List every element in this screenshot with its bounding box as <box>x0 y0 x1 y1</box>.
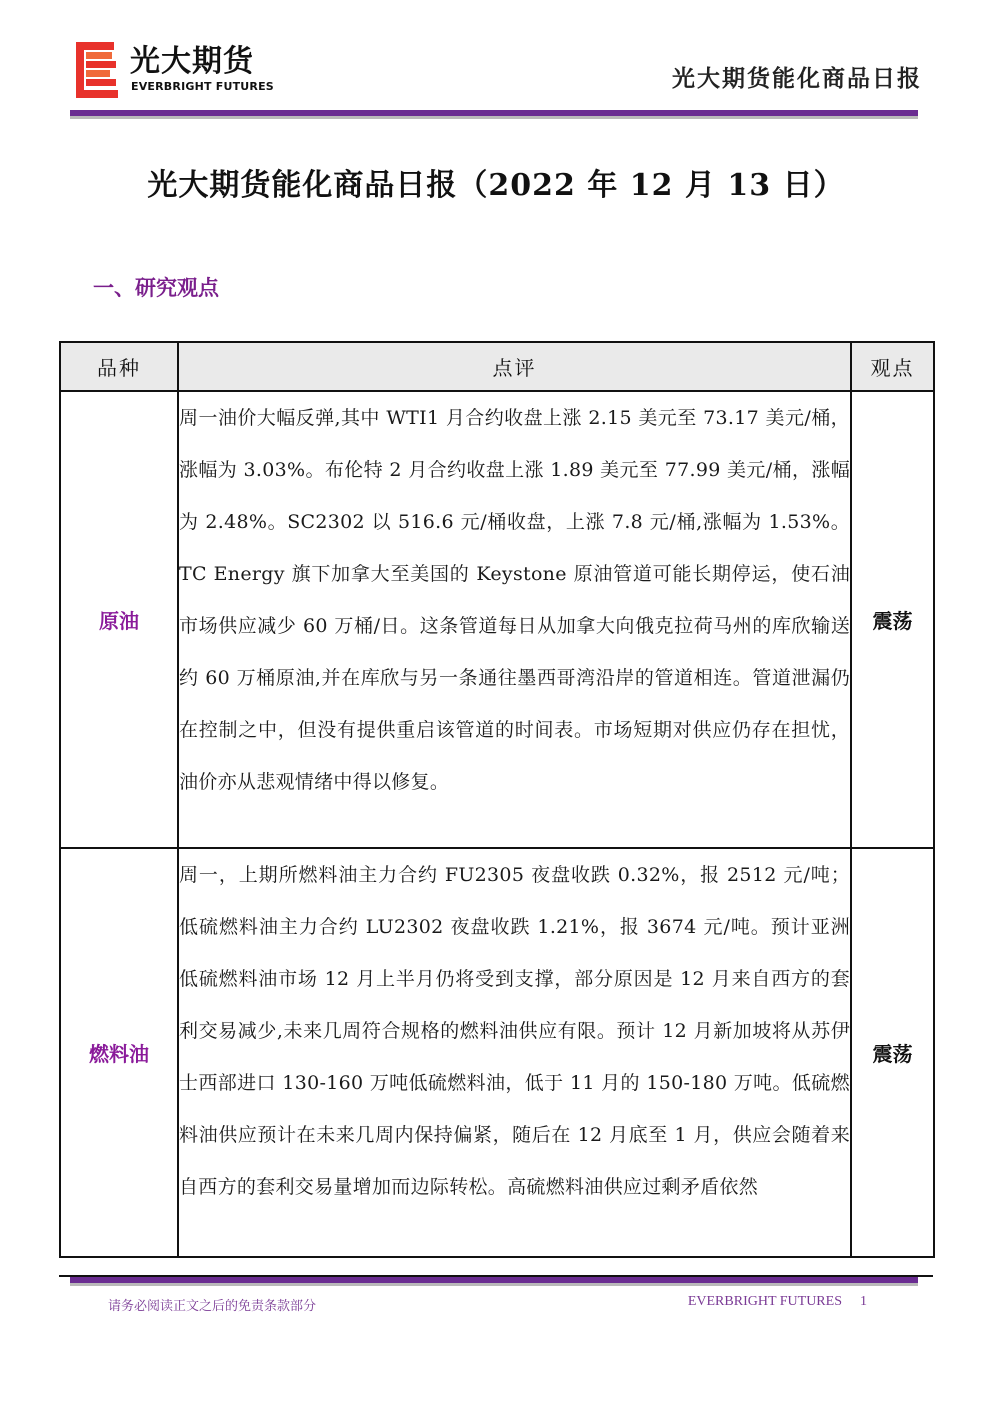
logo-chinese-name: 光大期货 <box>130 44 254 79</box>
column-header-view: 观点 <box>851 342 934 391</box>
table-header-row <box>60 342 934 391</box>
footer-rule-shadow <box>70 1283 918 1286</box>
view-label: 震荡 <box>872 609 913 633</box>
comment-cell <box>178 848 851 1257</box>
column-header-comment: 点评 <box>178 342 851 391</box>
section-heading: 一、研究观点 <box>93 275 219 300</box>
footer-disclaimer: 请务必阅读正文之后的免责条款部分 <box>108 1299 317 1314</box>
footer-brand: EVERBRIGHT FUTURES <box>687 1294 842 1309</box>
document-title: 光大期货能化商品日报（2022 年 12 月 13 日） <box>147 168 845 203</box>
table-row <box>60 848 934 1257</box>
view-label: 震荡 <box>872 1042 913 1066</box>
logo-english-name: EVERBRIGHT FUTURES <box>131 80 274 93</box>
comment-text: 周一，上期所燃料油主力合约 FU2305 夜盘收跌 0.32%，报 2512 元/吨；低硫燃料油主力合约 LU2302 夜盘收跌 1.21%，报 3674 元/吨。预计亚洲低硫燃料油市场 12 月上半月仍将受到支撑，部分原因是 12 月来自西方的套利交易减少,未来几周符合规格的燃料油供应有限。预计 12 月新加坡将从苏伊士西部进口 130-160 万吨低硫燃料油，低于 11 月的 150-180 万吨。低硫燃料油供应预计在未来几周内保持偏紧，随后在 12 月底至 1 月，供应会随着来自西方的套利交易量增加而边际转松。高硫燃料油供应过剩矛盾依然 <box>179 864 850 1198</box>
research-views-table <box>59 341 935 1258</box>
page-number: 1 <box>860 1294 867 1309</box>
view-cell <box>851 391 934 848</box>
comment-text: 周一油价大幅反弹,其中 WTI1 月合约收盘上涨 2.15 美元至 73.17 美元/桶，涨幅为 3.03%。布伦特 2 月合约收盘上涨 1.89 美元至 77.99 美元/桶，涨幅为 2.48%。SC2302 以 516.6 元/桶收盘，上涨 7.8 元/桶,涨幅为 1.53%。TC Energy 旗下加拿大至美国的 Keystone 原油管道可能长期停运，使石油市场供应减少 60 万桶/日。这条管道每日从加拿大向俄克拉荷马州的库欣输送约 60 万桶原油,并在库欣与另一条通往墨西哥湾沿岸的管道相连。管道泄漏仍在控制之中，但没有提供重启该管道的时间表。市场短期对供应仍存在担忧，油价亦从悲观情绪中得以修复。 <box>179 407 850 793</box>
category-label: 燃料油 <box>89 1042 149 1066</box>
category-cell <box>60 391 178 848</box>
comment-cell <box>178 391 851 848</box>
column-header-category: 品种 <box>60 342 178 391</box>
view-cell <box>851 848 934 1257</box>
category-label: 原油 <box>99 609 139 633</box>
table-row <box>60 391 934 848</box>
category-cell <box>60 848 178 1257</box>
header-title: 光大期货能化商品日报 <box>672 65 922 92</box>
